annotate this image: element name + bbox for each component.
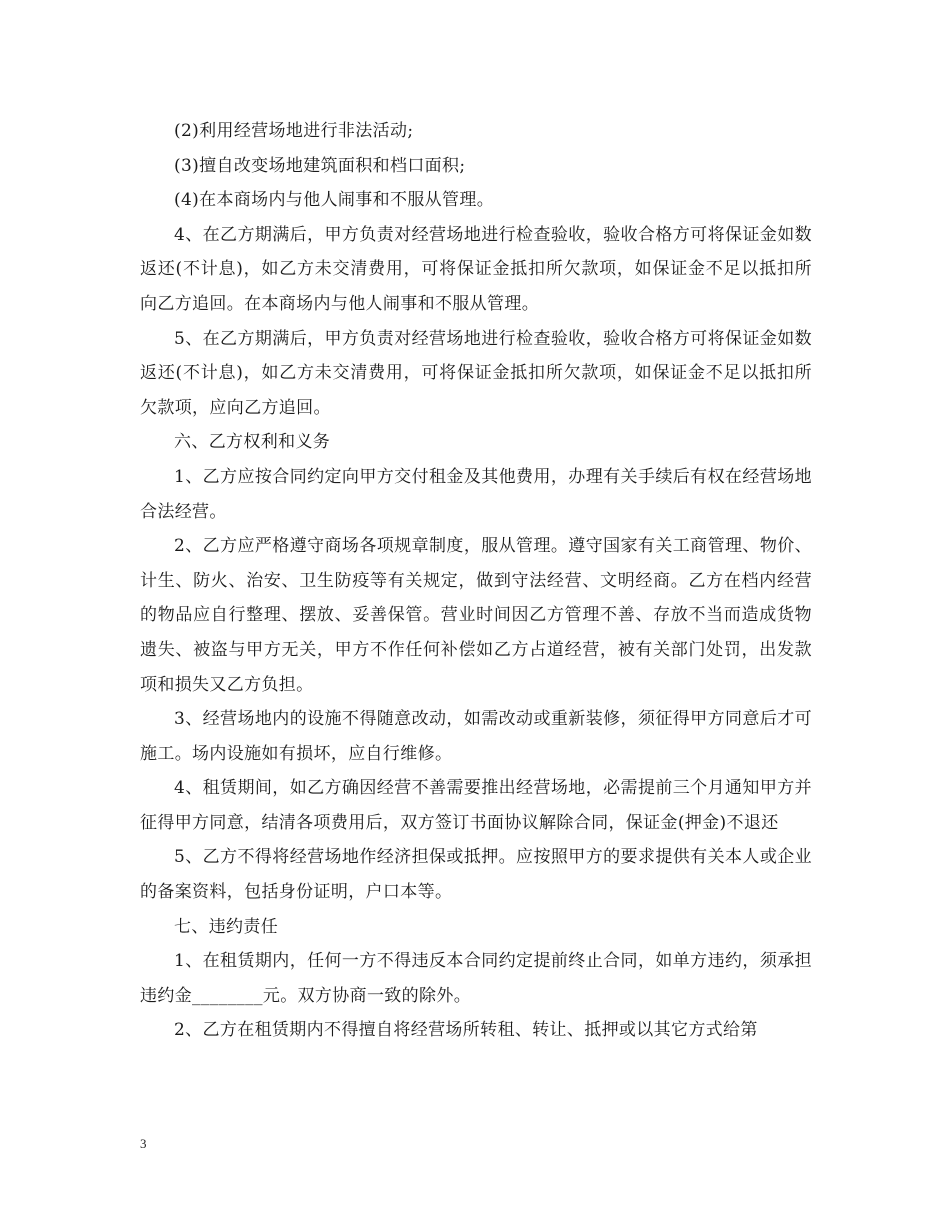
party-b-clause-3: 3、经营场地内的设施不得随意改动，如需改动或重新装修，须征得甲方同意后才可施工。场内设施如有损坏，应自行维修。 [140,709,812,764]
party-b-clause-2: 2、乙方应严格遵守商场各项规章制度，服从管理。遵守国家有关工商管理、物价、计生、防火、治安、卫生防疫等有关规定，做到守法经营、文明经商。乙方在档内经营的物品应自行整理、摆放、妥善保管。营业时间因乙方管理不善、存放不当而造成货物遗失、被盗与甲方无关，甲方不作任何补偿如乙方占道经营，被有关部门处罚，出发款项和损失又乙方负担。 [140,536,812,695]
list-item-3: (3)擅自改变场地建筑面积和档口面积; [174,155,466,176]
list-item-4: (4)在本商场内与他人闹事和不服从管理。 [174,190,495,211]
section-heading-party-b-rights: 六、乙方权利和义务 [174,432,331,453]
list-item-2: (2)利用经营场地进行非法活动; [174,121,414,141]
clause-4-deposit-refund: 4、在乙方期满后，甲方负责对经营场地进行检查验收，验收合格方可将保证金如数返还(不计息)，如乙方未交清费用，可将保证金抵扣所欠款项，如保证金不足以抵扣所向乙方追回。在本商场内与他人闹事和不服从管理。 [140,224,812,314]
section-heading-breach-liability: 七、违约责任 [174,916,279,937]
document-body [140,114,812,1048]
page-number: 3 [140,1136,147,1151]
party-b-clause-1: 1、乙方应按合同约定向甲方交付租金及其他费用，办理有关手续后有权在经营场地合法经营。 [140,466,812,522]
party-b-clause-4: 4、租赁期间，如乙方确因经营不善需要推出经营场地，必需提前三个月通知甲方并征得甲方同意，结清各项费用后，双方签订书面协议解除合同，保证金(押金)不退还 [140,778,812,833]
breach-clause-2: 2、乙方在租赁期内不得擅自将经营场所转租、转让、抵押或以其它方式给第 [174,1020,758,1041]
breach-clause-1: 1、在租赁期内，任何一方不得违反本合同约定提前终止合同，如单方违约，须承担违约金________元。双方协商一致的除外。 [140,951,812,1006]
party-b-clause-5: 5、乙方不得将经营场地作经济担保或抵押。应按照甲方的要求提供有关本人或企业的备案资料，包括身份证明，户口本等。 [140,847,812,903]
clause-5-deposit-refund: 5、在乙方期满后，甲方负责对经营场地进行检查验收，验收合格方可将保证金如数返还(不计息)，如乙方未交清费用，可将保证金抵扣所欠款项，如保证金不足以抵扣所欠款项，应向乙方追回。 [140,328,812,418]
